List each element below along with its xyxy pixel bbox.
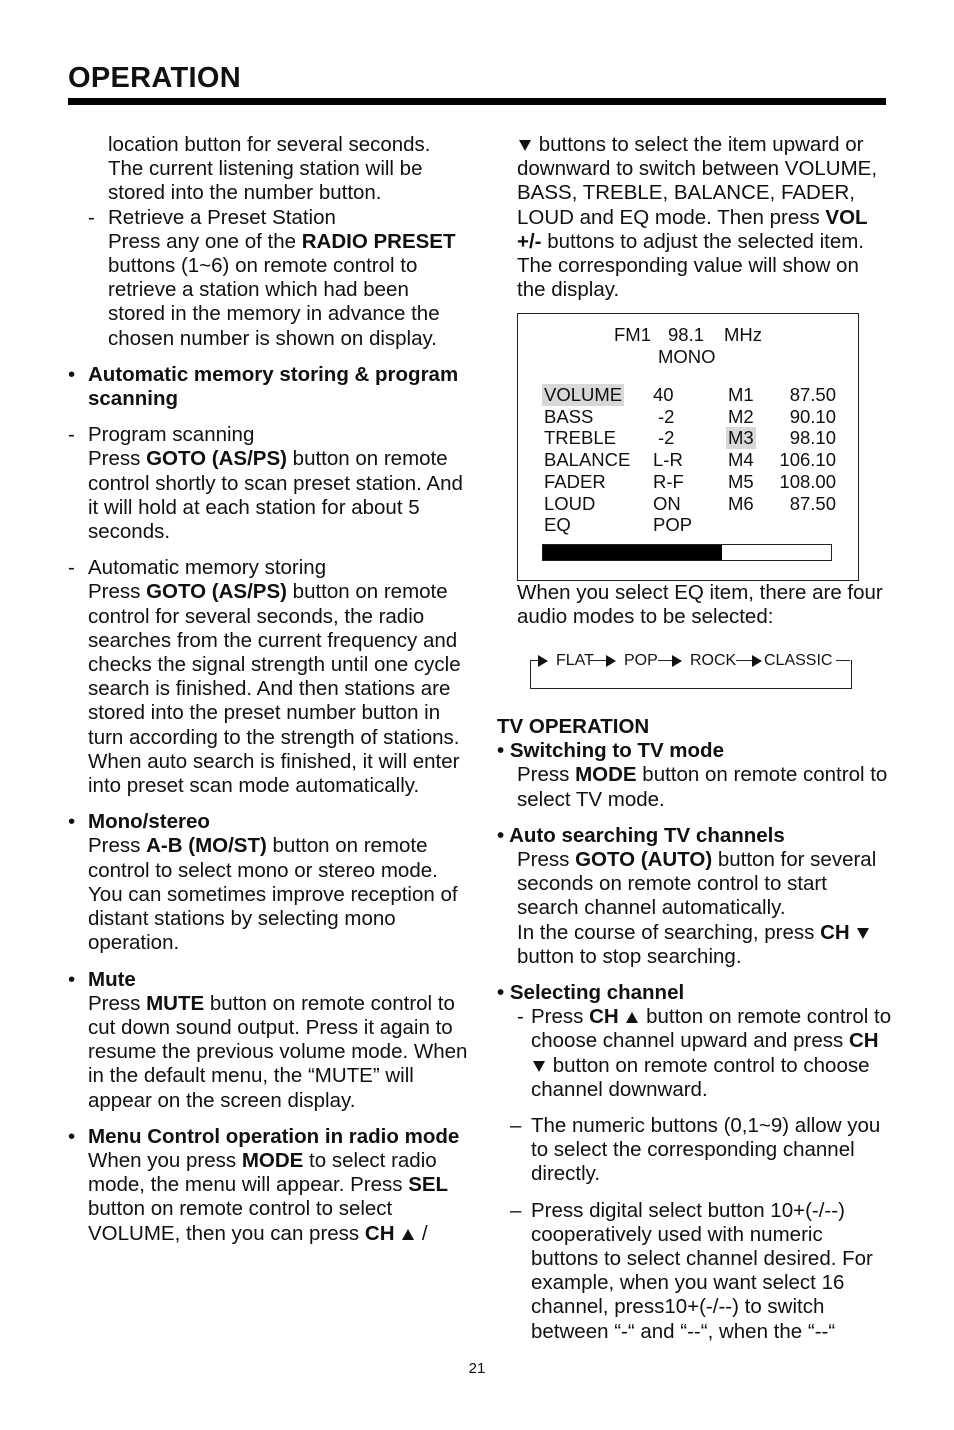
ch-down-icon — [519, 140, 531, 151]
level-bar — [542, 544, 832, 561]
page-number: 21 — [468, 1360, 486, 1377]
display-item-value: ON — [653, 492, 681, 514]
display-item-label: TREBLE — [544, 427, 616, 449]
display-item-label: BALANCE — [544, 449, 631, 471]
program-scanning-block: - Program scanning Press GOTO (AS/PS) button on remote control shortly to scan preset station. And it will hold at each station for about 5 seconds. — [68, 423, 463, 544]
left-column — [68, 133, 468, 1258]
right-top-text: buttons to select the item upward or downward to switch between VOLUME, BASS, TREBLE, BALANCE, FADER, LOUD and EQ mode. Then press VOL +/- buttons to adjust the selected item. The corresponding value will show on the display. — [517, 133, 878, 302]
flow-line — [530, 660, 538, 661]
display-item-label: LOUD — [544, 492, 596, 514]
retrieve-preset-heading: Retrieve a Preset Station — [108, 205, 336, 229]
flow-line — [658, 660, 672, 661]
digital-select-block: – Press digital select button 10+(-/--) cooperatively used with numeric buttons to select channel desired. For example, when you want select 16 channel, press10+(-/--) to switch between “-“ and “--“, when the “--“ — [510, 1198, 873, 1343]
display-preset-label: M6 — [728, 492, 754, 514]
display-item-label: VOLUME — [544, 384, 623, 405]
display-preset-label: M4 — [728, 449, 754, 471]
display-preset-label: M1 — [728, 384, 754, 405]
display-item-label: FADER — [544, 470, 606, 492]
eq-mode-label: FLAT — [556, 652, 594, 669]
auto-memory-storing-block: - Automatic memory storing Press GOTO (AS/PS) button on remote control for several seconds, the radio searches from the current frequency and checks the signal strength until one cycle search is finished. And then stations are stored into the preset number button in turn according to the strength of stations. When auto search is finished, it will enter into preset scan mode automatically. — [68, 556, 461, 798]
flow-line — [590, 660, 606, 661]
eq-text: When you select EQ item, there are four audio modes to be selected: — [517, 581, 883, 629]
display-preset-value: 90.10 — [789, 405, 836, 427]
display-item-value: -2 — [658, 427, 675, 449]
display-preset-value: 106.10 — [779, 449, 836, 471]
page-title: OPERATION — [68, 62, 241, 94]
display-item-label: BASS — [544, 405, 594, 427]
retrieve-preset-body: Press any one of the RADIO PRESET buttons (1~6) on remote control to retrieve a station which had been stored in the memory in advance the chosen number is shown on display. — [108, 229, 456, 350]
selecting-channel-block: • Selecting channel - Press CH button on remote control to choose channel upward and press CH button on remote control to choose channel downward. — [497, 981, 892, 1101]
display-item-value: 40 — [653, 384, 674, 405]
flow-line — [736, 660, 752, 661]
preset-store-text: location button for several seconds. The current listening station will be stored into the number button. — [108, 133, 431, 205]
auto-search-block: • Auto searching TV channels Press GOTO (AUTO) button for several seconds on remote control to start search channel automatically. In the course of searching, press CH button to stop searching. — [497, 823, 877, 968]
display-preset-value: 98.10 — [789, 427, 836, 449]
auto-memory-heading: • Automatic memory storing & program scanning — [68, 362, 459, 411]
display-preset-value: 108.00 — [779, 470, 836, 492]
display-frequency: 98.1 — [668, 324, 705, 345]
display-band: FM1 — [614, 324, 651, 345]
display-preset-label: M3 — [728, 427, 754, 449]
title-rule — [68, 98, 886, 105]
flow-arrow-icon — [752, 655, 762, 667]
eq-mode-label: ROCK — [690, 652, 737, 669]
display-preset-label: M2 — [728, 405, 754, 427]
mono-stereo-block: • Mono/stereo Press A-B (MO/ST) button on remote control to select mono or stereo mode. You can sometimes improve reception of distant stations by selecting mono operation. — [68, 810, 458, 955]
display-preset-label: M5 — [728, 470, 754, 492]
ch-up-icon — [402, 1229, 414, 1240]
display-unit: MHz — [724, 324, 763, 345]
flow-arrow-icon — [672, 655, 682, 667]
display-preset-value: 87.50 — [789, 384, 836, 405]
retrieve-preset-block: - Retrieve a Preset Station Press any one of the RADIO PRESET buttons (1~6) on remote control to retrieve a station which had been stored in the memory in advance the chosen number is shown on display. — [68, 206, 468, 351]
display-item-value: -2 — [658, 405, 675, 427]
display-item-value: POP — [653, 514, 693, 536]
display-preset-value: 87.50 — [789, 492, 836, 514]
display-item-value: R-F — [653, 470, 684, 492]
numeric-buttons-block: – The numeric buttons (0,1~9) allow you to select the corresponding channel directly. — [510, 1114, 881, 1186]
flow-arrow-icon — [606, 655, 616, 667]
flow-line — [836, 660, 850, 661]
radio-display-panel — [517, 313, 859, 581]
display-item-value: L-R — [653, 449, 683, 471]
eq-mode-label: POP — [624, 652, 658, 669]
ch-down-icon — [533, 1061, 545, 1072]
flow-arrow-icon — [538, 655, 548, 667]
menu-control-block: • Menu Control operation in radio mode When you press MODE to select radio mode, the menu will appear. Press SEL button on remote control to select VOLUME, then you can press CH / — [68, 1124, 460, 1245]
tv-mode-block: • Switching to TV mode Press MODE button on remote control to select TV mode. — [497, 739, 888, 811]
ch-down-icon — [857, 928, 869, 939]
tv-heading: TV OPERATION — [497, 715, 650, 738]
eq-mode-label: CLASSIC — [764, 652, 833, 669]
tv-operation-section — [497, 715, 892, 1356]
display-item-label: EQ — [544, 514, 571, 536]
mute-block: • Mute Press MUTE button on remote control to cut down sound output. Press it again to resume the previous volume mode. When in the default menu, the “MUTE” will appear on the screen display. — [68, 967, 468, 1112]
eq-mode-flow — [530, 652, 850, 690]
display-mode: MONO — [658, 346, 716, 367]
level-bar-fill — [543, 545, 722, 560]
ch-up-icon — [626, 1012, 638, 1023]
